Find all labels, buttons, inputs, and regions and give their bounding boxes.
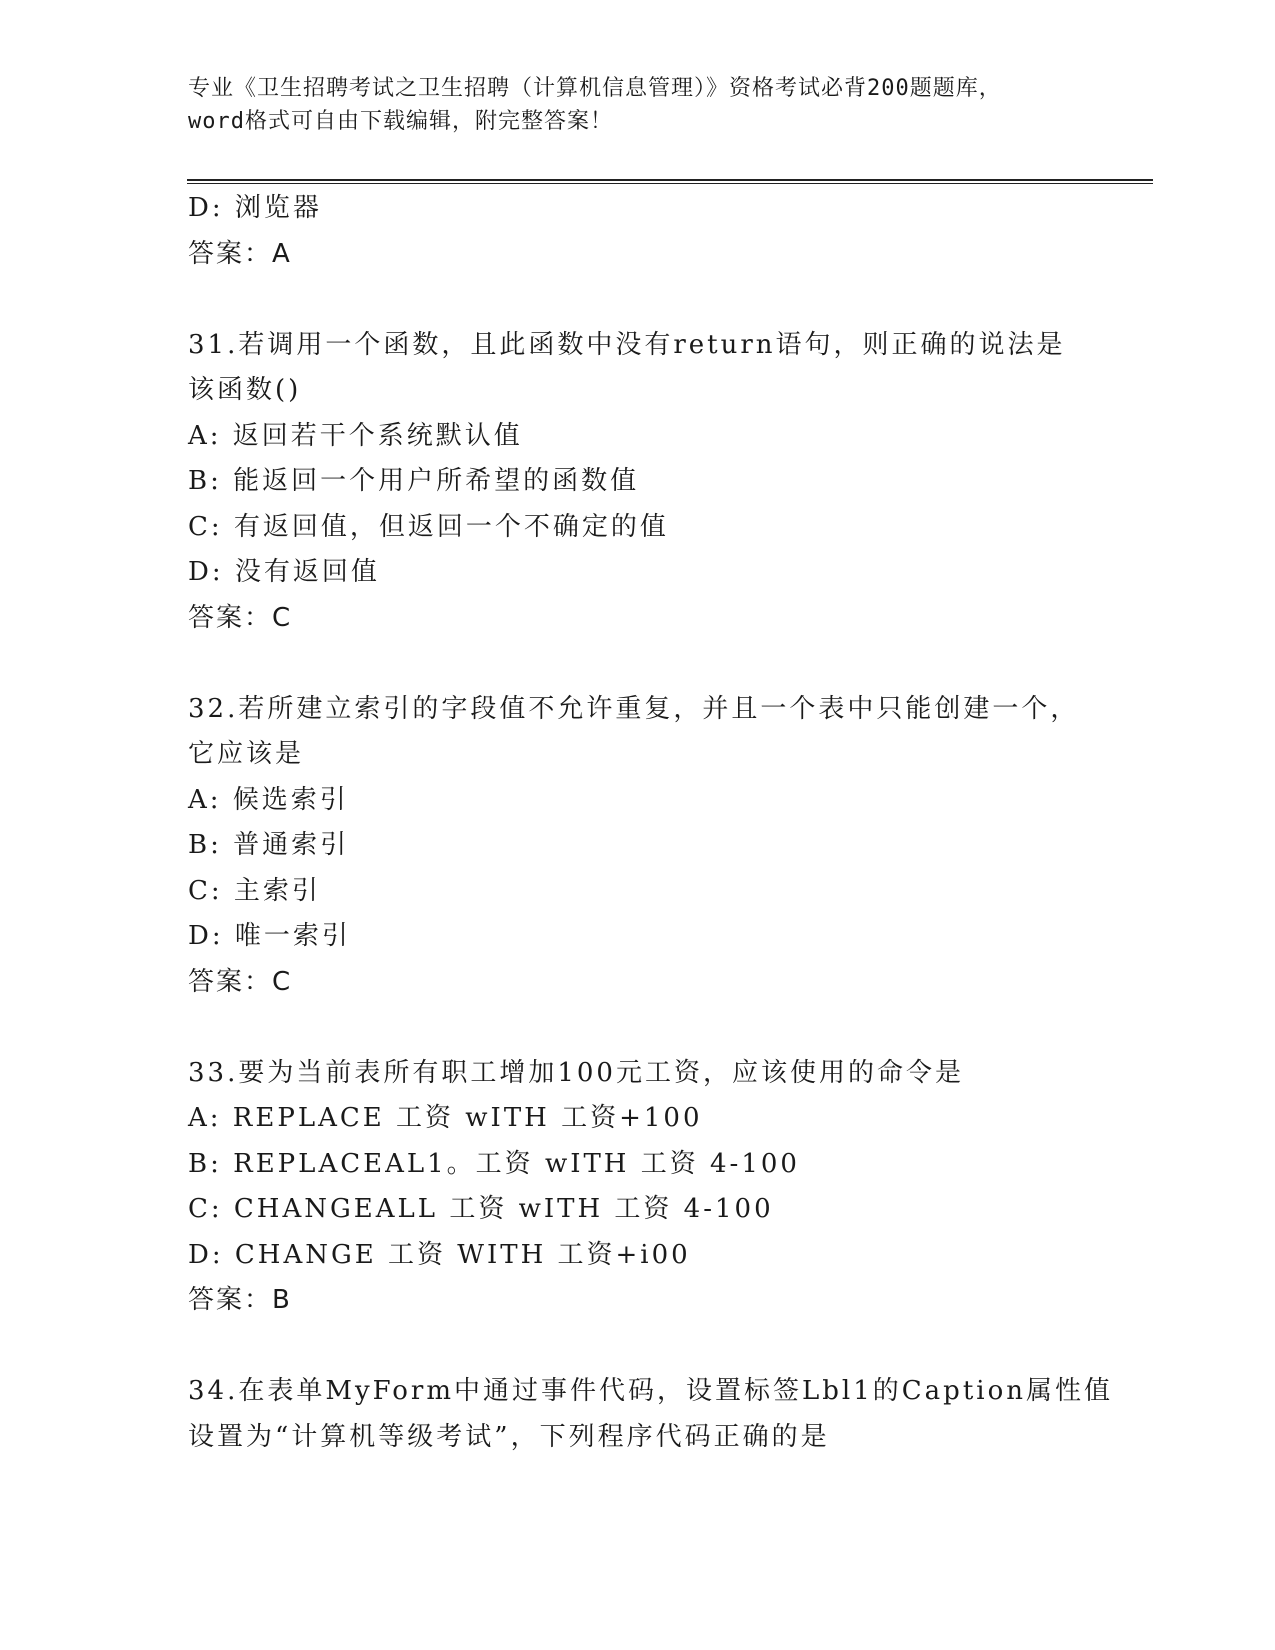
option-c: C: 有返回值，但返回一个不确定的值 xyxy=(188,511,669,542)
option-b: B: 普通索引 xyxy=(188,830,350,860)
option-a: A: 返回若干个系统默认值 xyxy=(188,420,523,451)
spacer xyxy=(188,1005,1088,1051)
question-stem: 31.若调用一个函数，且此函数中没有return语句，则正确的说法是 xyxy=(188,329,1066,360)
document-header xyxy=(188,72,1088,138)
option-d: D: 没有返回值 xyxy=(188,557,380,587)
answer: 答案：C xyxy=(188,966,293,997)
option-b: B: REPLACEAL1。工资 wITH 工资 4-100 xyxy=(188,1148,800,1179)
question-stem: 它应该是 xyxy=(188,739,305,769)
header-title-line-1: 专业《卫生招聘考试之卫生招聘（计算机信息管理）》资格考试必背200题题库， xyxy=(188,76,1002,101)
option-b: B: 能返回一个用户所希望的函数值 xyxy=(188,466,640,496)
option-d: D: 唯一索引 xyxy=(188,921,351,951)
option-a: A: 候选索引 xyxy=(188,784,349,815)
prev-option-d: D: 浏览器 xyxy=(188,193,322,223)
question-stem: 34.在表单MyForm中通过事件代码，设置标签Lbl1的Caption属性值 xyxy=(188,1376,1113,1406)
spacer xyxy=(188,641,1088,687)
option-c: C: CHANGEALL 工资 wITH 工资 4-100 xyxy=(188,1194,774,1224)
answer: 答案：C xyxy=(188,602,293,633)
question-stem: 33.要为当前表所有职工增加100元工资，应该使用的命令是 xyxy=(188,1057,964,1088)
question-content xyxy=(188,186,1113,1460)
question-stem: 32.若所建立索引的字段值不允许重复，并且一个表中只能创建一个， xyxy=(188,693,1080,724)
header-divider xyxy=(187,179,1153,184)
header-title-line-2: word格式可自由下载编辑，附完整答案！ xyxy=(188,109,613,134)
spacer xyxy=(188,277,1088,323)
question-stem: 该函数() xyxy=(188,375,302,405)
question-stem: 设置为“计算机等级考试”，下列程序代码正确的是 xyxy=(188,1421,830,1452)
question-33 xyxy=(188,1051,1088,1324)
question-34 xyxy=(188,1369,1113,1460)
option-d: D: CHANGE 工资 WITH 工资+i00 xyxy=(188,1239,691,1270)
question-31 xyxy=(188,323,1088,642)
prev-answer: 答案：A xyxy=(188,238,292,269)
option-c: C: 主索引 xyxy=(188,875,321,906)
spacer xyxy=(188,1324,1088,1370)
option-a: A: REPLACE 工资 wITH 工资+100 xyxy=(188,1103,703,1133)
question-32 xyxy=(188,687,1088,1006)
answer: 答案：B xyxy=(188,1285,292,1315)
